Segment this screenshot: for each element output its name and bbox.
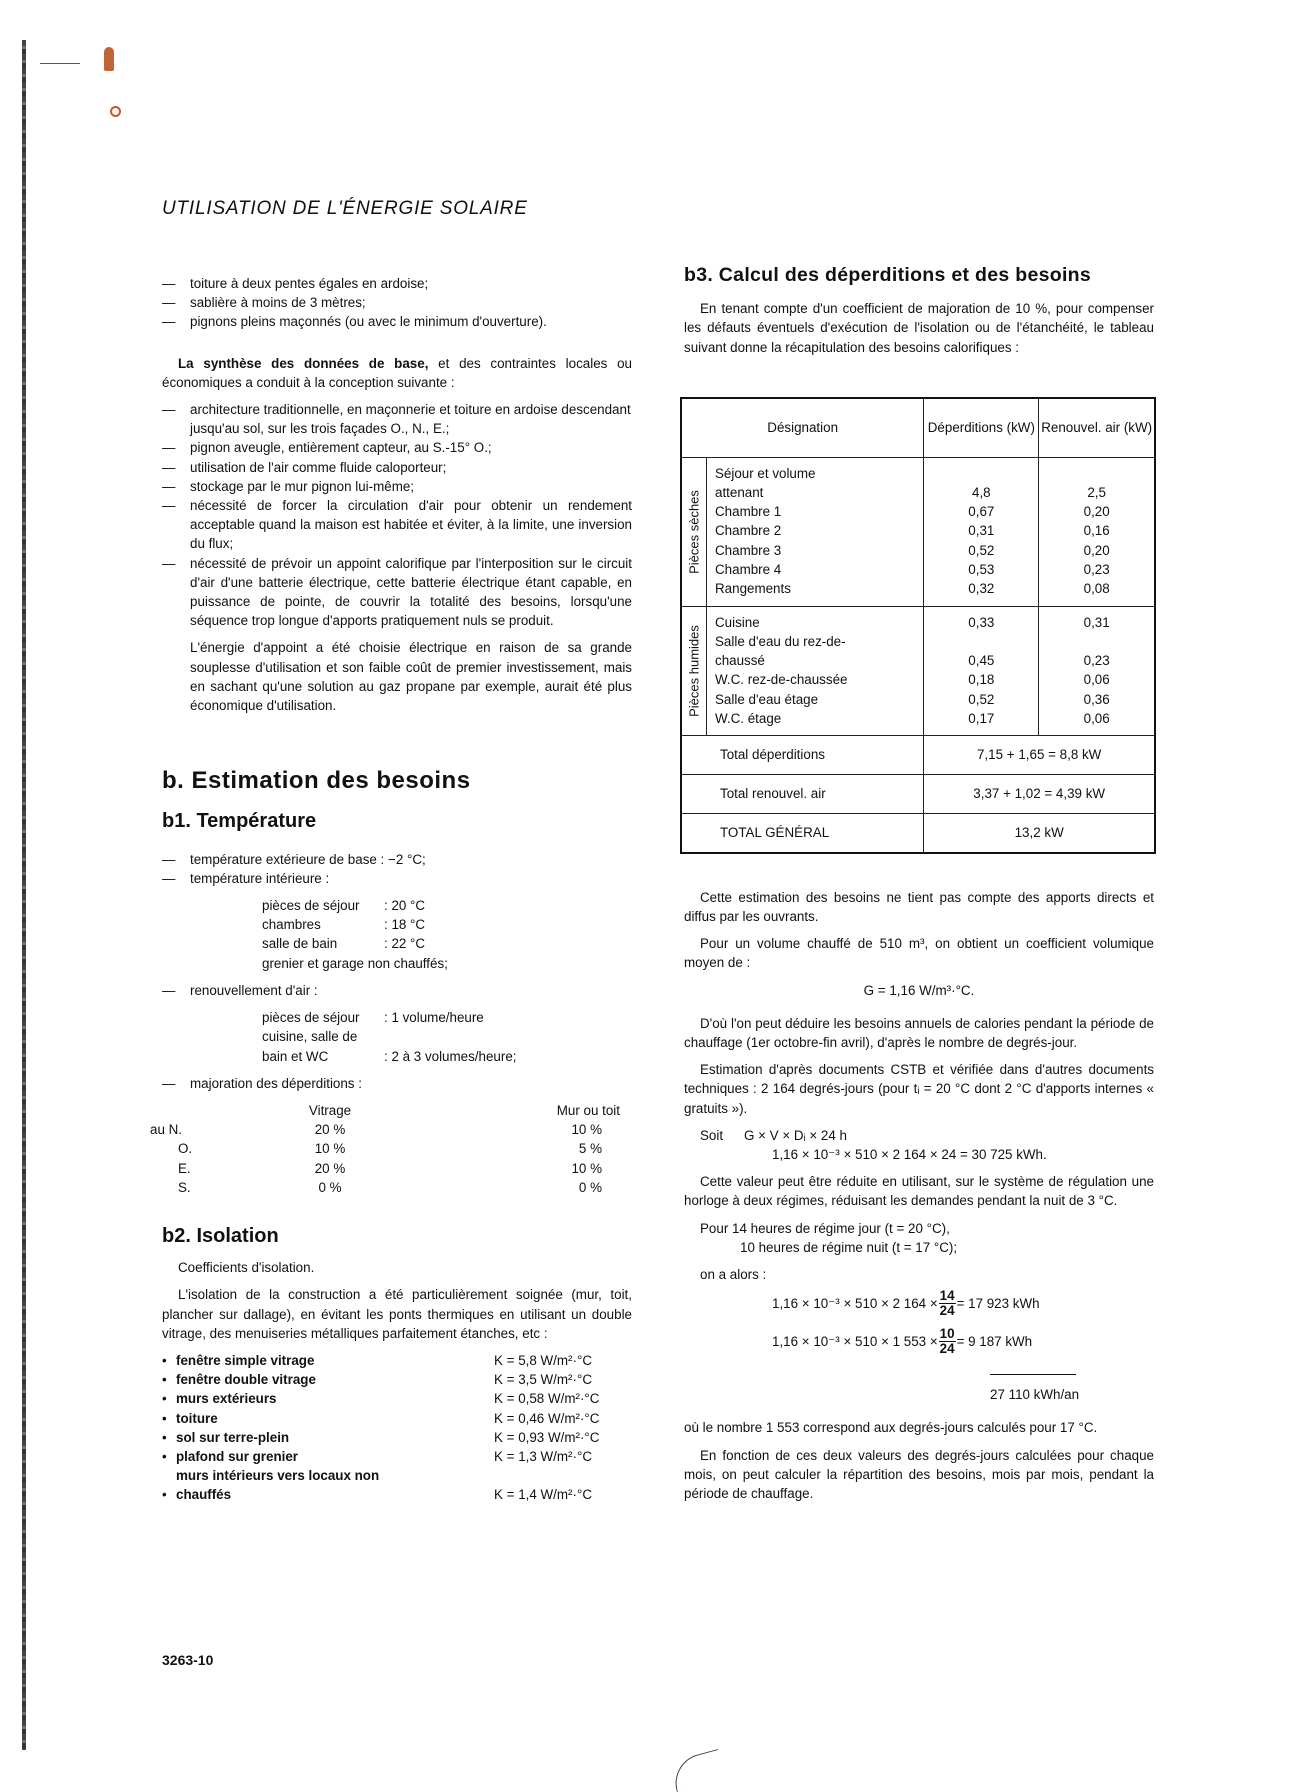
table-cell: S. [178,1179,191,1195]
margin-mark [40,63,80,64]
row-name: Séjour et volume attenant [715,465,816,501]
besoins-table [680,397,1156,854]
list-item [162,1466,632,1504]
coef-value: K = 1,4 W/m²·°C [494,1487,592,1503]
kv-key: cuisine, salle de [262,1029,358,1045]
list-item: — renouvellement d'air : [162,981,632,1000]
table-header [150,1101,270,1120]
list-item: — utilisation de l'air comme fluide caloporteur; [162,458,632,477]
page-code: 3263-10 [162,1652,214,1668]
kv-key: chambres [262,917,321,933]
designation-cell [707,606,924,735]
left-column [150,274,632,1505]
total-label: Total déperditions [681,735,924,774]
table-row [150,1139,620,1158]
list-item: — nécessité de prévoir un appoint calorifique par l'interposition sur le circuit d'air d'une batterie électrique, cette batterie électrique étant capable, en puissance de pointe, de couvrir la totalité des besoins, lorsqu'une séquence trop longue d'apports pratiquement nuls se produit. [162,554,632,631]
value: 0,23 [1083,653,1110,669]
total-label: TOTAL GÉNÉRAL [681,813,924,853]
renouvellement-list [162,981,632,1000]
coef-value: K = 3,5 W/m²·°C [494,1372,592,1388]
value: 0,06 [1083,672,1110,688]
isolation-paragraph: L'isolation de la construction a été particulièrement soignée (mur, toit, plancher sur dallage), en évitant les ponts thermiques en utilisant un double vitrage, des menuiseries métalliques parfaitement étanches, etc : [162,1287,632,1341]
kv-row [262,1008,632,1027]
total-value: 3,37 + 1,02 = 4,39 kW [924,774,1155,813]
kv-value: : 18 °C [384,917,426,933]
equation-1 [684,1284,1154,1322]
list-item [162,1428,632,1447]
kv-value: : 20 °C [384,898,426,914]
soit-line [684,1126,1154,1145]
total-row [681,735,1155,774]
synthese-paragraph [162,354,632,392]
table-header: Mur ou toit [556,1102,620,1118]
kv-value: : 22 °C [384,936,426,952]
isolation-subtitle: Coefficients d'isolation. [178,1260,315,1276]
value: 0,36 [1083,691,1110,707]
sum-total: 27 110 kWh/an [990,1387,1080,1403]
table-cell: 10 % [571,1160,602,1176]
list-item: — stockage par le mur pignon lui-même; [162,477,632,496]
renouvel-cell [1039,606,1155,735]
value: 0,31 [1083,614,1110,630]
value: 0,31 [968,523,995,539]
value: 0,45 [968,653,995,669]
coef-name: • fenêtre simple vitrage [176,1352,315,1368]
group-label-text: Pièces humides [686,624,702,717]
coef-value: K = 5,8 W/m²·°C [494,1352,592,1368]
value: 0,52 [968,542,995,558]
kv-row [262,1027,632,1046]
pen-mark [669,1749,726,1792]
list-item: — pignons pleins maçonnés (ou avec le minimum d'ouverture). [162,312,632,331]
table-cell: 5 % [578,1141,602,1157]
row-name: Chambre 4 [715,561,782,577]
row-name: Chambre 2 [715,523,782,539]
ink-stain [110,106,121,117]
list-item: — pignon aveugle, entièrement capteur, au S.-15° O.; [162,438,632,457]
total-row [681,774,1155,813]
renouvellement-values [162,1008,632,1066]
row-name: Cuisine [715,614,760,630]
kv-row [262,934,632,953]
list-item [162,1447,632,1466]
eq-lhs: 1,16 × 10⁻³ × 510 × 2 164 × [772,1295,938,1311]
list-item: — sablière à moins de 3 mètres; [162,293,632,312]
table-group-row [681,457,1155,606]
group-label [681,457,707,606]
kv-value: : 1 volume/heure [384,1010,484,1026]
conception-list [162,400,632,630]
value: 0,08 [1083,581,1110,597]
table-cell: 0 % [318,1179,342,1195]
table-cell: 10 % [571,1122,602,1138]
eq-rhs: = 9 187 kWh [956,1333,1033,1349]
row-name: Salle d'eau étage [715,691,819,707]
value: 0,23 [1083,561,1110,577]
numerator: 14 [939,1287,955,1303]
temperature-list [162,850,632,888]
coef-name: • murs extérieurs [176,1391,277,1407]
on-a-alors: on a alors : [700,1267,767,1283]
fraction [939,1289,956,1318]
value: 2,5 [1087,485,1106,500]
coef-value: K = 0,46 W/m²·°C [494,1410,600,1426]
coef-name: • murs intérieurs vers locaux non chauffés [176,1468,380,1503]
table-header-row [150,1101,620,1120]
list-item: — architecture traditionnelle, en maçonnerie et toiture en ardoise descendant jusqu'au sol, sur les trois façades O., N., E.; [162,400,632,438]
deperditions-cell [924,606,1039,735]
sum-rule [990,1374,1076,1375]
synthese-text: et des contraintes locales ou économiques a conduit à la conception suivante : [162,355,632,390]
subsection-title: b2. Isolation [162,1224,279,1247]
soit-label: Soit [700,1127,724,1143]
kv-key: salle de bain [262,936,338,952]
kv-row [262,915,632,934]
soit-formula: G × V × Dᵢ × 24 h [744,1127,847,1143]
synthese-bold: La synthèse des données de base, [178,355,429,371]
list-item: — température intérieure : [162,869,632,888]
list-item [162,1389,632,1408]
table-header: Déperditions (kW) [924,398,1039,458]
total-row [681,813,1155,853]
table-cell: E. [178,1160,191,1176]
majoration-table [150,1101,620,1197]
table-cell: 10 % [314,1141,346,1157]
table-cell: 0 % [578,1179,602,1195]
ink-stain [104,47,114,71]
group-label-text: Pièces sèches [686,489,702,574]
coef-value: K = 1,3 W/m²·°C [494,1448,592,1464]
estimation-paragraph: Cette estimation des besoins ne tient pas compte des apports directs et diffus par les ouvrants. [684,889,1154,925]
fonction-paragraph: En fonction de ces deux valeurs des degrés-jours calculées pour chaque mois, on peut calculer la répartition des besoins, mois par mois, pendant la période de chauffage. [684,1447,1154,1502]
table-header-row [681,398,1155,458]
kv-row [262,1047,632,1066]
list-item [162,1370,632,1389]
kv-key: pièces de séjour [262,898,360,914]
value: 0,20 [1083,542,1110,558]
value: 0,52 [968,691,995,707]
numerator: 10 [939,1325,955,1341]
total-value: 13,2 kW [924,813,1155,853]
row-name: Chambre 1 [715,504,782,520]
value: 0,18 [968,672,995,688]
soit-result: 1,16 × 10⁻³ × 510 × 2 164 × 24 = 30 725 kWh. [772,1147,1047,1163]
row-name: Chambre 3 [715,542,782,558]
table-header: Vitrage [308,1102,352,1118]
cstb-paragraph: Estimation d'après documents CSTB et vérifiée dans d'autres documents techniques : 2 164 degrés-jours (pour tᵢ = 20 °C dont 2 °C d'apports internes « gratuits »). [684,1062,1154,1116]
table-header: Désignation [681,398,924,458]
table-row [150,1178,620,1197]
subsection-title: b3. Calcul des déperditions et des besoins [684,264,1092,286]
fraction [939,1327,956,1356]
list-item: — majoration des déperditions : [162,1074,632,1093]
temperature-values [162,896,632,973]
regime-jour: Pour 14 heures de régime jour (t = 20 °C), [700,1220,950,1236]
table-cell: au N. [150,1122,183,1138]
deduire-paragraph: D'où l'on peut déduire les besoins annuels de calories pendant la période de chauffage (1er octobre-fin avril), d'après le nombre de degrés-jour. [684,1015,1154,1051]
coef-value: K = 0,93 W/m²·°C [494,1429,600,1445]
note-1553: où le nombre 1 553 correspond aux degrés-jours calculés pour 17 °C. [684,1420,1098,1436]
denominator: 24 [939,1340,955,1356]
section-title: b. Estimation des besoins [162,767,471,795]
regime-nuit: 10 heures de régime nuit (t = 17 °C); [740,1239,958,1255]
volume-paragraph: Pour un volume chauffé de 510 m³, on obtient un coefficient volumique moyen de : [684,936,1154,971]
majoration-list [162,1074,632,1093]
b3-intro: En tenant compte d'un coefficient de majoration de 10 %, pour compenser les défauts éventuels d'exécution de l'isolation ou de l'étanchéité, le tableau suivant donne la récapitulation des besoins calorifiques : [684,301,1154,355]
temp-note: grenier et garage non chauffés; [262,955,448,971]
table-cell: 20 % [314,1160,346,1176]
row-name: Salle d'eau du rez-de-chaussé [715,634,846,669]
deperditions-cell [924,457,1039,606]
reduite-paragraph: Cette valeur peut être réduite en utilisant, sur le système de régulation une horloge à deux régimes, réduisant les demandes pendant la nuit de 3 °C. [684,1174,1154,1209]
kv-key: pièces de séjour [262,1010,360,1026]
coef-name: • sol sur terre-plein [176,1429,290,1445]
coef-name: • fenêtre double vitrage [176,1372,316,1388]
formula-g: G = 1,16 W/m³·°C. [863,982,975,998]
scan-binding-edge [22,40,26,1750]
table-group-row [681,606,1155,735]
subsection-title: b1. Température [162,810,317,833]
running-title: UTILISATION DE L'ÉNERGIE SOLAIRE [162,198,528,219]
row-name: Rangements [715,581,791,597]
value: 0,06 [1083,710,1110,726]
coef-value: K = 0,58 W/m²·°C [494,1391,600,1407]
value: 0,20 [1083,504,1110,520]
row-name: W.C. étage [715,710,782,726]
total-value: 7,15 + 1,65 = 8,8 kW [924,735,1155,774]
equation-2 [684,1322,1154,1360]
list-item [162,1351,632,1370]
eq-lhs: 1,16 × 10⁻³ × 510 × 1 553 × [772,1333,938,1349]
total-label: Total renouvel. air [681,774,924,813]
kv-row [262,896,632,915]
coefficients-list [162,1351,632,1505]
list-item: — température extérieure de base : −2 °C; [162,850,632,869]
kv-value: : 2 à 3 volumes/heure; [384,1048,517,1064]
table-cell: 20 % [314,1122,346,1138]
intro-list [162,274,632,332]
table-row [150,1159,620,1178]
energie-paragraph: L'énergie d'appoint a été choisie électrique en raison de sa grande souplesse d'utilisation et son faible coût de premier investissement, mais en sachant qu'une solution au gaz propane par exemple, aurait été plus économique d'utilisation. [190,640,632,714]
coef-name: • plafond sur grenier [176,1448,299,1464]
row-name: W.C. rez-de-chaussée [715,672,848,688]
right-column [684,266,1154,1503]
value: 0,67 [968,504,995,520]
value: 0,33 [968,614,995,630]
eq-rhs: = 17 923 kWh [956,1295,1040,1311]
denominator: 24 [939,1302,955,1318]
table-header: Renouvel. air (kW) [1039,398,1155,458]
value: 0,17 [968,710,995,726]
coef-name: • toiture [176,1410,218,1426]
renouvel-cell [1039,457,1155,606]
list-item [162,1409,632,1428]
group-label [681,606,707,735]
list-item: — nécessité de forcer la circulation d'air pour obtenir un rendement acceptable quand la maison est habitée et éviter, à la limite, une inversion du flux; [162,496,632,554]
designation-cell [707,457,924,606]
value: 4,8 [972,485,991,500]
value: 0,53 [968,561,995,577]
kv-key: bain et WC [262,1048,329,1064]
table-cell: O. [178,1141,193,1157]
list-item: — toiture à deux pentes égales en ardoise; [162,274,632,293]
table-row [150,1120,620,1139]
value: 0,16 [1083,523,1110,539]
value: 0,32 [968,581,995,597]
